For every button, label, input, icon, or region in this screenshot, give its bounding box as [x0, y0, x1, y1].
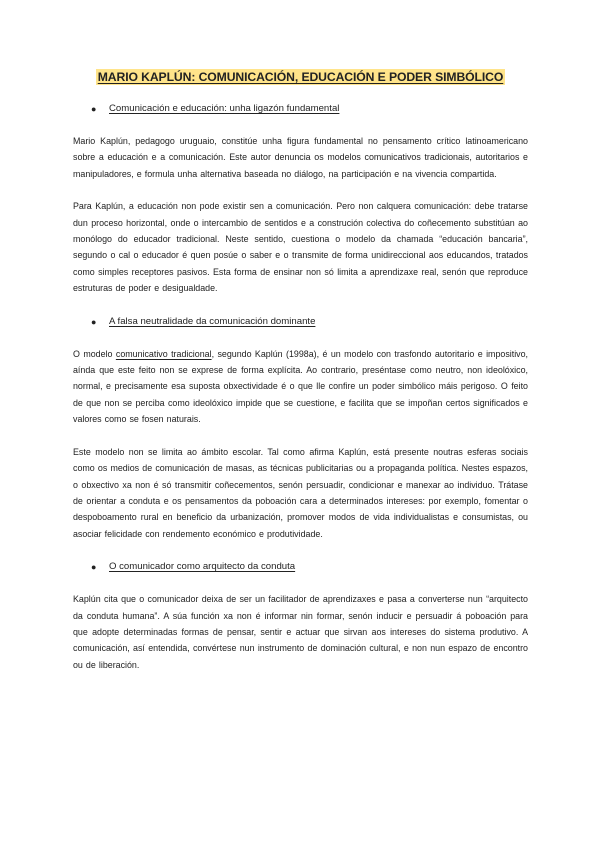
document-title — [73, 68, 528, 86]
section-heading-3-text: O comunicador como arquitecto da conduta — [109, 561, 296, 573]
section-1-paragraph-2: Para Kaplún, a educación non pode existir sen a comunicación. Pero non calquera comunicación: debe tratarse dun proceso horizontal, onde o intercambio de sentidos e a construción colectiva do coñecemento substitúan ao monólogo do educador tradicional. Neste sentido, cuestiona o modelo da chamada “educación bancaria”, segundo o cal o educador é quen posúe o saber e o transmite de forma unidireccional aos educandos, tratados como simples receptores pasivos. Esta forma de ensinar non só limita a aprendizaxe real, senón que reproduce estruturas de poder e desigualdade. — [73, 201, 528, 294]
section-heading-1-text: Comunicación e educación: unha ligazón fundamental — [109, 103, 340, 114]
paragraph-text-rest: , segundo Kaplún (1998a), é un modelo con trasfondo autoritario e impositivo, aínda que este feito non se exprese de forma explícita. Ao contrario, preséntase como neutro, non ideolóxico, normal, e precisamente esa suposta obxectividade é o que lle confire un poder simbólico máis perigoso. O feito de que non se perciba como ideolóxico impide que se cuestione, e facilita que se impoñan certos significados e valores como se fosen naturais. — [73, 348, 528, 425]
document-title-text: MARIO KAPLÚN: COMUNICACIÓN, EDUCACIÓN E PODER SIMBÓLICO — [97, 70, 504, 84]
section-2-paragraph-2: Este modelo non se limita ao ámbito escolar. Tal como afirma Kaplún, está presente noutras esferas sociais como os medios de comunicación de masas, as técnicas publicitarias ou a propaganda política. Nestes espazos, o obxectivo xa non é só transmitir coñecementos, senón persuadir, condicionar e manexar ao individuo. Trátase de orientar a conduta e os pensamentos da poboación cara a determinados intereses: por exemplo, fomentar o despoboamento rural en beneficio da urbanización, promover modos de vida individualistas e consumistas, ou asociar felicidade con rendemento económico e produtividade. — [73, 446, 528, 539]
section-heading-2 — [73, 315, 528, 329]
section-heading-1 — [73, 102, 528, 116]
bullet-icon: ● — [91, 316, 97, 327]
section-heading-2-text: A falsa neutralidade da comunicación dominante — [109, 315, 316, 327]
section-heading-3 — [73, 560, 528, 574]
paragraph-text-start: O modelo — [73, 348, 116, 359]
section-1-paragraph-1: Mario Kaplún, pedagogo uruguaio, constitúe unha figura fundamental no pensamento crítico latinoamericano sobre a educación e a comunicación. Este autor denuncia os modelos comunicativos tradicionais, autoritarios e manipuladores, e formula unha alternativa baseada no diálogo, na participación e na vivencia compartida. — [73, 136, 528, 179]
section-3-paragraph-1: Kaplún cita que o comunicador deixa de ser un facilitador de aprendizaxes e pasa a converterse nun “arquitecto da conduta humana”. A súa función xa non é informar nin formar, senón inducir e persuadir á poboación para que adopte determinadas formas de pensar, sentir e actuar que sirvan aos intereses do sistema produtivo. A comunicación, así entendida, convértese nun instrumento de dominación cultural, e non nun espazo de encontro ou de liberación. — [73, 594, 528, 670]
underlined-term: comunicativo tradicional — [115, 348, 212, 359]
section-2-paragraph-1 — [73, 346, 528, 428]
bullet-icon: ● — [91, 562, 97, 573]
bullet-icon: ● — [91, 104, 97, 114]
